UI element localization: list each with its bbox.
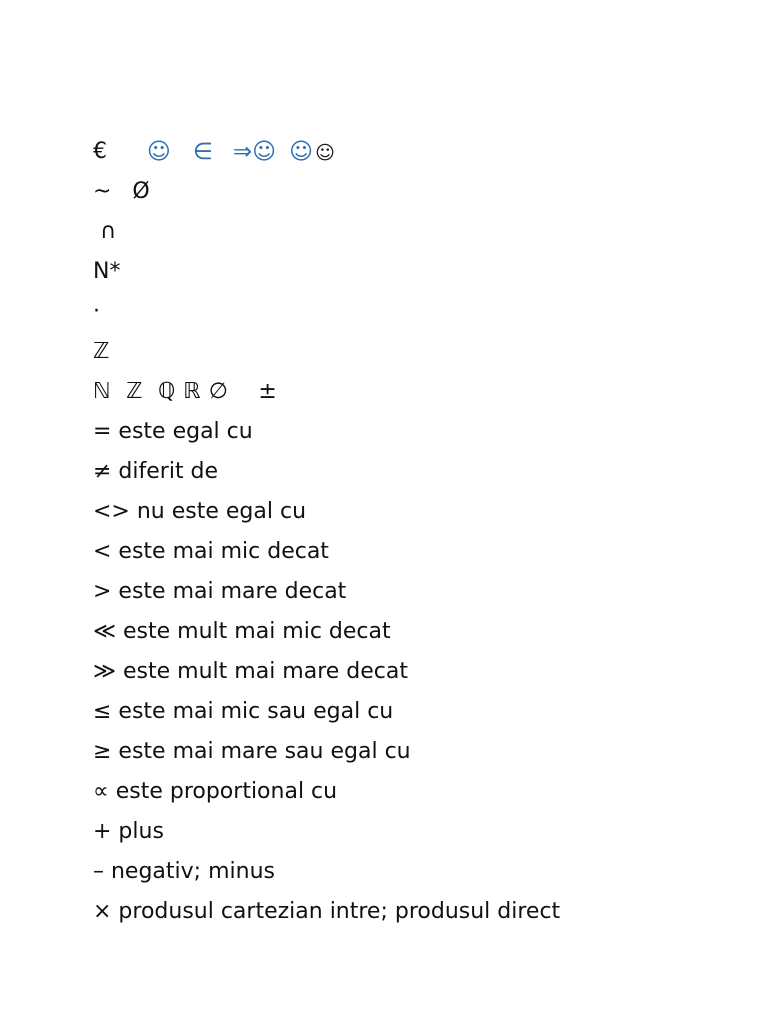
greater-than-line: > este mai mare decat: [93, 579, 347, 604]
plus-line: + plus: [93, 819, 164, 844]
implies-smiley-symbol: ⇒☺: [232, 139, 277, 165]
greater-or-equal-line: ≥ este mai mare sau egal cu: [93, 739, 411, 764]
dot-line: ·: [93, 299, 100, 324]
number-sets-line: ℕ ℤ ℚ ℝ ∅ ±: [93, 379, 278, 404]
less-than-line: < este mai mic decat: [93, 539, 329, 564]
minus-line: – negativ; minus: [93, 859, 275, 884]
not-equal-line: ≠ diferit de: [93, 459, 219, 484]
smiley-symbol: ☺: [289, 139, 314, 165]
cartesian-product-line: × produsul cartezian intre; produsul direct: [93, 899, 561, 924]
less-or-equal-line: ≤ este mai mic sau egal cu: [93, 699, 394, 724]
much-greater-line: ≫ este mult mai mare decat: [93, 659, 409, 684]
document-content: [93, 92, 733, 932]
n-star-line: N*: [93, 259, 121, 284]
intersection-line: ∩: [93, 219, 117, 244]
integer-set-line: ℤ: [93, 339, 110, 364]
small-smiley-symbol: ☺: [315, 142, 335, 164]
equals-line: = este egal cu: [93, 419, 253, 444]
element-of-symbol: ∈: [192, 139, 213, 165]
tilde-empty-line: ~ Ø: [93, 179, 150, 204]
symbol-row-top: [93, 92, 733, 165]
smiley-symbol: ☺: [146, 139, 171, 165]
proportional-line: ∝ este proportional cu: [93, 779, 338, 804]
euro-line: €: [93, 139, 107, 164]
angle-not-equal-line: <> nu este egal cu: [93, 499, 307, 524]
much-less-line: ≪ este mult mai mic decat: [93, 619, 391, 644]
